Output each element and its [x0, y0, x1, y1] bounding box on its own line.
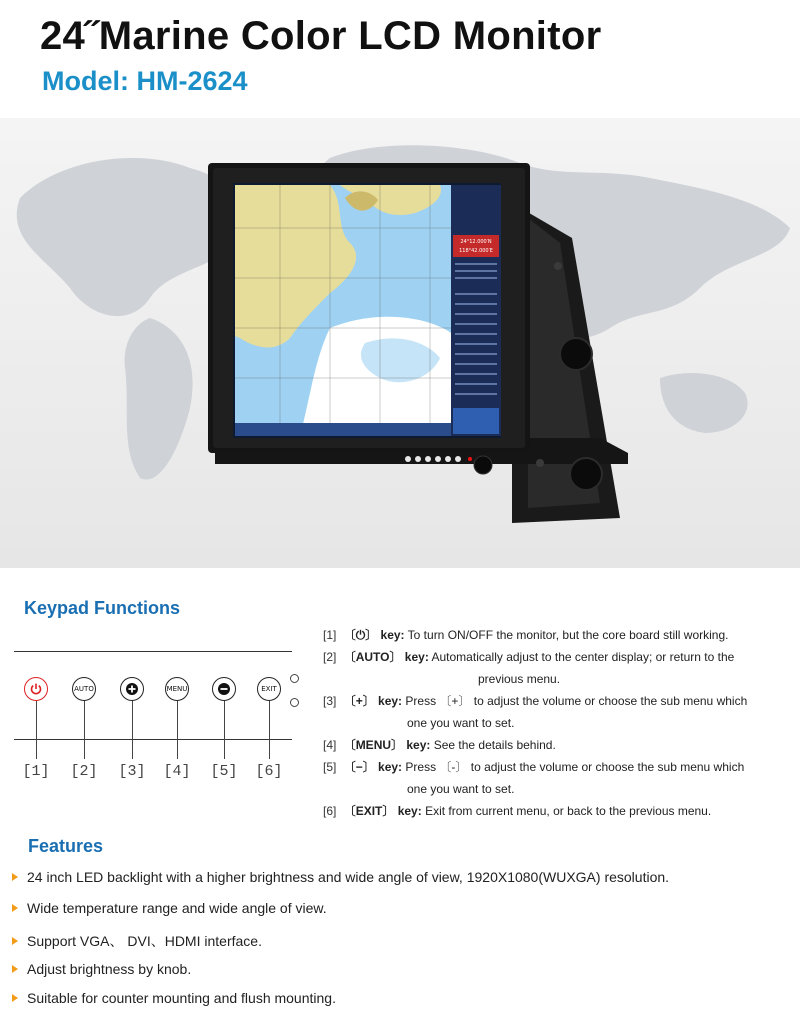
callout-line-2 [84, 701, 85, 759]
keypad-divider-bottom [14, 739, 292, 740]
bullet-icon [12, 994, 18, 1002]
page-title: 24˝Marine Color LCD Monitor [40, 14, 602, 58]
bullet-icon [12, 937, 18, 945]
key-description-5 [323, 756, 744, 800]
latitude-readout: 24°12.000′N [460, 239, 492, 245]
desc-number: [6] [323, 804, 337, 818]
indicator-led-1 [290, 674, 299, 683]
monitor-illustration [0, 118, 800, 568]
desc-number: [5] [323, 760, 337, 774]
key-description-6 [323, 800, 711, 822]
key-description-1 [323, 624, 728, 646]
key-label-6: [6] [255, 763, 283, 780]
power-key[interactable] [24, 677, 48, 701]
model-line [42, 66, 248, 97]
desc-number: [3] [323, 694, 337, 708]
key-label-3: [3] [118, 763, 146, 780]
key-label-4: [4] [163, 763, 191, 780]
callout-line-6 [269, 701, 270, 759]
key-description-4 [323, 734, 556, 756]
desc-key: 〔MENU〕 key: [343, 738, 431, 752]
minus-key[interactable] [212, 677, 236, 701]
power-icon [29, 682, 43, 696]
model-label: Model: [42, 66, 129, 96]
indicator-led-2 [290, 698, 299, 707]
keypad-section-title: Keypad Functions [24, 598, 181, 618]
feature-text: Wide temperature range and wide angle of view. [27, 900, 327, 916]
key-label-5: [5] [210, 763, 238, 780]
bullet-icon [12, 873, 18, 881]
desc-number: [2] [323, 650, 337, 664]
callout-line-1 [36, 701, 37, 759]
feature-item [12, 931, 262, 951]
desc-key: 〔⏻〕 key: [343, 628, 405, 642]
longitude-readout: 118°42.000′E [459, 248, 493, 254]
key-label-2: [2] [70, 763, 98, 780]
desc-text: See the details behind. [433, 738, 556, 752]
feature-item [12, 961, 191, 977]
plus-key[interactable] [120, 677, 144, 701]
callout-line-3 [132, 701, 133, 759]
model-value: HM-2624 [136, 66, 248, 96]
feature-item [12, 869, 669, 885]
feature-text: Support VGA、 DVI、HDMI interface. [27, 933, 262, 949]
menu-key[interactable] [165, 677, 189, 701]
bullet-icon [12, 965, 18, 973]
callout-line-5 [224, 701, 225, 759]
desc-text: Automatically adjust to the center display; or return to the [431, 650, 735, 664]
feature-text: 24 inch LED backlight with a higher brightness and wide angle of view, 1920X1080(WUXGA) resolution. [27, 869, 670, 885]
minus-icon [217, 682, 231, 696]
desc-text: Press 〔+〕 to adjust the volume or choose the sub menu which [405, 694, 748, 708]
desc-number: [1] [323, 628, 337, 642]
desc-text: To turn ON/OFF the monitor, but the core board still working. [407, 628, 729, 642]
desc-key: 〔AUTO〕 key: [343, 650, 429, 664]
key-description-3 [323, 690, 747, 734]
desc-key: 〔−〕 key: [343, 760, 403, 774]
desc-text: Exit from current menu, or back to the previous menu. [425, 804, 712, 818]
callout-line-4 [177, 701, 178, 759]
bullet-icon [12, 904, 18, 912]
desc-key: 〔+〕 key: [343, 694, 403, 708]
desc-continuation: one you want to set. [407, 782, 515, 796]
desc-number: [4] [323, 738, 337, 752]
menu-icon: MENU [166, 685, 188, 693]
feature-item [12, 990, 336, 1006]
auto-key[interactable] [72, 677, 96, 701]
features-section-title: Features [28, 836, 104, 856]
desc-key: 〔EXIT〕 key: [343, 804, 422, 818]
desc-continuation: one you want to set. [407, 716, 515, 730]
feature-text: Adjust brightness by knob. [27, 961, 192, 977]
desc-text: Press 〔-〕 to adjust the volume or choose the sub menu which [405, 760, 745, 774]
product-photo [0, 118, 800, 568]
exit-icon: EXIT [261, 685, 277, 693]
feature-item [12, 900, 327, 916]
key-description-2 [323, 646, 734, 690]
exit-key[interactable] [257, 677, 281, 701]
feature-text: Suitable for counter mounting and flush mounting. [27, 990, 336, 1006]
plus-icon [125, 682, 139, 696]
desc-continuation: previous menu. [478, 672, 561, 686]
keypad-divider-top [14, 651, 292, 652]
auto-icon: AUTO [74, 685, 94, 693]
key-label-1: [1] [22, 763, 50, 780]
